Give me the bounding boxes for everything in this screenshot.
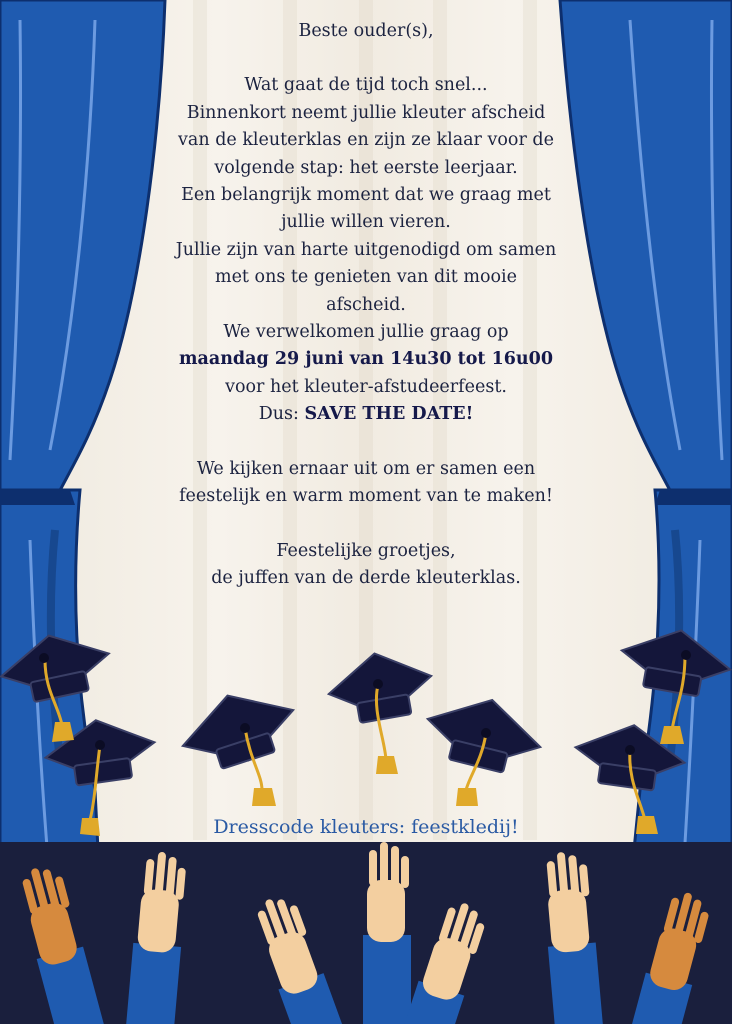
save-the-date-line (120, 401, 612, 428)
body-line: Een belangrijk moment dat we graag met (181, 185, 551, 206)
body-line: jullie willen vieren. (281, 212, 451, 233)
event-line: voor het kleuter-afstudeerfeest. (225, 376, 507, 397)
invitation-letter (120, 18, 612, 592)
body-line: Jullie zijn van harte uitgenodigd om samen (175, 239, 557, 260)
closing-line: We kijken ernaar uit om er samen een (196, 458, 536, 479)
save-prefix: Dus: (258, 404, 305, 425)
body-line: volgende stap: het eerste leerjaar. (214, 157, 518, 178)
raised-hand-icon (363, 842, 411, 1024)
body-line: afscheid. (326, 294, 406, 315)
body-line: met ons te genieten van dit mooie (214, 267, 518, 288)
body-line: Wat gaat de tijd toch snel... (244, 75, 488, 96)
signoff-line: de juffen van de derde kleuterklas. (211, 567, 521, 588)
dresscode-note: Dresscode kleuters: feestkledij! (213, 816, 519, 838)
greeting: Beste ouder(s), (298, 21, 434, 41)
signoff-line: Feestelijke groetjes, (276, 540, 456, 561)
body-line: We verwelkomen jullie graag op (223, 322, 509, 343)
event-date-time: maandag 29 juni van 14u30 tot 16u00 (179, 349, 553, 370)
save-the-date: SAVE THE DATE! (304, 404, 474, 425)
body-line: van de kleuterklas en zijn ze klaar voor de (178, 130, 554, 151)
closing-line: feestelijk en warm moment van te maken! (179, 486, 553, 507)
body-line: Binnenkort neemt jullie kleuter afscheid (186, 102, 546, 123)
